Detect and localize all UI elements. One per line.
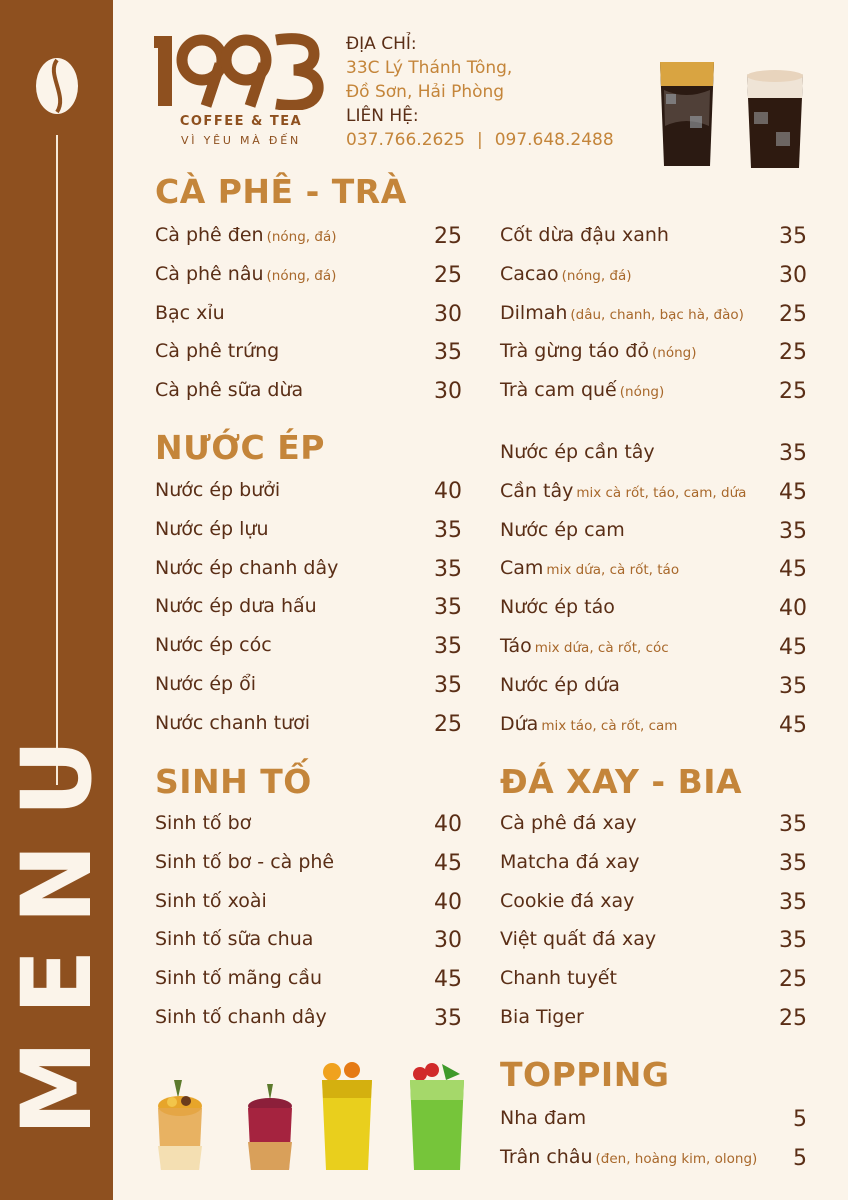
green-mojito-image [398,1060,474,1174]
menu-item [500,334,807,373]
menu-item-name [500,596,615,618]
menu-item-note: mix cà rốt, táo, cam, dứa [576,484,747,501]
menu-item-label: Sinh tố xoài [155,889,267,912]
menu-item [155,373,462,412]
menu-item [500,296,807,335]
menu-item [500,551,807,590]
menu-item-price: 25 [434,262,462,288]
menu-item [155,628,462,667]
menu-item-label: Trân châu [500,1145,593,1168]
coffee-tea-list-right [500,218,807,412]
menu-item-price: 35 [779,673,807,699]
menu-item-label: Sinh tố sữa chua [155,928,314,951]
menu-item-name [500,1107,586,1129]
juice-list-right [500,435,807,745]
menu-item [155,922,462,961]
menu-item-label: Sinh tố bơ [155,812,252,834]
menu-item-label: Táo [500,634,532,657]
yellow-juice-image [310,1062,382,1174]
menu-title-letter: M [1,1040,113,1136]
address-label: ĐỊA CHỈ: [346,34,417,54]
menu-item-price: 5 [793,1107,807,1132]
menu-item [155,589,462,628]
menu-item [155,1000,462,1039]
menu-item [500,922,807,961]
menu-item-note: mix dứa, cà rốt, táo [546,562,680,579]
menu-item-label: Nước ép bưởi [155,479,281,501]
ice-blended-list [500,806,807,1039]
menu-item [500,257,807,296]
menu-item [155,257,462,296]
menu-item [155,806,462,845]
menu-item-name [155,263,336,285]
menu-title-letter: U [1,739,113,817]
menu-item-name [155,851,334,873]
menu-item-note: mix dứa, cà rốt, cóc [534,639,669,656]
menu-item-name [155,518,269,540]
contact-phones [346,128,646,152]
menu-item-name [155,224,336,246]
menu-item-price: 35 [434,672,462,698]
menu-item-label: Cam [500,557,544,580]
menu-item-name [155,302,225,324]
menu-item-price: 40 [434,889,462,915]
menu-item-name [500,812,637,834]
menu-item-name [155,379,303,401]
phone-separator: | [476,130,483,150]
menu-item-name [500,224,669,246]
menu-item [500,629,807,668]
menu-item-price: 25 [779,967,807,993]
menu-item-note: mix táo, cà rốt, cam [541,717,678,734]
section-title-ice-blended: ĐÁ XAY - BIA [500,762,743,801]
menu-item-label: Nước ép lựu [155,517,269,540]
menu-item [500,513,807,552]
menu-item-label: Cookie đá xay [500,889,635,912]
menu-item-label: Dilmah [500,301,568,324]
menu-item-label: Dứa [500,712,539,735]
section-title-smoothie: SINH TỐ [155,762,312,801]
menu-item [500,1101,807,1140]
iced-coffee-glass-image [656,56,718,170]
menu-item-label: Nước chanh tươi [155,711,311,734]
menu-item-price: 25 [434,711,462,737]
menu-item [155,296,462,335]
menu-item-name [500,302,744,324]
menu-item [500,218,807,257]
menu-item-price: 25 [779,301,807,327]
menu-item-price: 25 [779,379,807,405]
menu-item-name [155,1006,327,1028]
phone-2: 097.648.2488 [494,130,614,150]
menu-item-name [500,263,632,285]
menu-item-label: Cà phê đen [155,224,264,246]
shop-info [346,32,646,152]
menu-item-name [155,557,338,579]
menu-item-name [155,340,279,362]
menu-title-letter: E [1,949,113,1015]
contact-label: LIÊN HỆ: [346,106,419,126]
menu-item-price: 45 [779,557,807,583]
menu-item-price: 45 [779,479,807,505]
menu-item [500,707,807,746]
topping-list [500,1101,807,1179]
sidebar-divider-line [56,135,58,785]
menu-item [500,961,807,1000]
section-title-juice: NƯỚC ÉP [155,428,325,467]
section-title-topping: TOPPING [500,1055,670,1094]
menu-item-name [500,557,679,579]
menu-item [155,512,462,551]
menu-item-label: Nước ép dứa [500,673,620,696]
menu-item-name [155,634,272,656]
address-line-2: Đồ Sơn, Hải Phòng [346,82,505,102]
menu-item-name [155,712,310,734]
address-line-1: 33C Lý Thánh Tông, [346,58,513,78]
menu-item-label: Cà phê sữa dừa [155,379,304,402]
menu-item-name [500,890,634,912]
menu-item-note: (nóng) [619,384,665,401]
menu-item [155,845,462,884]
menu-item [155,218,462,257]
menu-item-name [500,851,640,873]
menu-item-label: Cacao [500,262,559,285]
menu-item-price: 45 [779,712,807,738]
menu-item-name [155,479,280,501]
menu-item-name [155,928,313,950]
sidebar-band [0,0,113,1200]
menu-item-note: (nóng, đá) [266,229,337,245]
menu-item-price: 35 [779,850,807,876]
menu-item [500,668,807,707]
menu-item-label: Cà phê trứng [155,340,280,363]
menu-item [155,667,462,706]
menu-item-name [500,519,625,541]
menu-item-price: 45 [779,634,807,660]
menu-item-name [500,928,656,950]
menu-item-label: Sinh tố chanh dây [155,1005,327,1028]
menu-item [500,474,807,513]
menu-item [500,590,807,629]
smoothie-list [155,806,462,1039]
menu-item-price: 35 [434,595,462,621]
menu-item [155,961,462,1000]
menu-item-label: Nước ép dưa hấu [155,595,317,618]
menu-item-label: Nước ép cóc [155,634,272,657]
berry-drink-image [243,1082,297,1174]
menu-item-label: Chanh tuyết [500,967,617,990]
phone-1: 037.766.2625 [346,130,465,150]
menu-item-price: 5 [793,1145,807,1171]
menu-title-letter: N [1,843,113,925]
logo-slogan: VÌ YÊU MÀ ĐẾN [180,134,302,147]
menu-item-price: 35 [434,340,462,366]
menu-item-label: Cà phê nâu [155,262,264,285]
menu-item-price: 30 [434,301,462,327]
menu-item-price: 40 [779,596,807,622]
menu-item-label: Matcha đá xay [500,850,640,873]
menu-item-price: 35 [434,517,462,543]
menu-item-label: Nước ép chanh dây [155,556,339,579]
menu-item-price: 25 [779,340,807,366]
menu-item-label: Nước ép ổi [155,672,257,695]
menu-item-label: Nha đam [500,1107,587,1129]
menu-item-price: 35 [779,441,807,466]
menu-item-name [500,635,669,657]
menu-item-price: 35 [434,556,462,582]
menu-item-name [500,379,664,401]
coffee-bean-icon [34,56,80,116]
menu-item-price: 25 [779,1005,807,1031]
menu-item-name [500,340,696,362]
menu-item-label: Sinh tố mãng cầu [155,967,323,990]
menu-item [500,1140,807,1179]
logo-1993-wordmark [154,30,324,110]
menu-item-note: (nóng) [652,345,697,362]
menu-item-label: Cần tây [500,479,574,502]
section-title-coffee-tea: CÀ PHÊ - TRÀ [155,172,407,211]
menu-item-label: Bia Tiger [500,1005,584,1028]
menu-item-name [155,673,256,695]
menu-item-price: 35 [434,634,462,660]
logo-subtitle: COFFEE & TEA [179,114,303,129]
menu-item-name [500,674,620,696]
menu-item [155,884,462,923]
menu-item-label: Nước ép cần tây [500,441,655,463]
menu-item-note: (dâu, chanh, bạc hà, đào) [570,306,744,323]
menu-item [155,473,462,512]
menu-item-price: 30 [434,928,462,954]
menu-item-name [500,1146,757,1168]
menu-item-price: 40 [434,479,462,504]
menu-item-name [500,713,677,735]
menu-item-label: Cốt dừa đậu xanh [500,224,669,246]
menu-item [155,706,462,745]
coffee-tea-list-left [155,218,462,412]
brand-logo [150,30,330,155]
menu-item-label: Trà gừng táo đỏ [500,340,649,363]
menu-item-price: 30 [779,262,807,288]
menu-item-name [500,480,746,502]
menu-item-price: 35 [779,928,807,954]
menu-item-price: 45 [434,967,462,993]
menu-item-price: 25 [434,224,462,249]
menu-item [500,1000,807,1039]
menu-item-price: 35 [434,1005,462,1031]
menu-item [500,845,807,884]
menu-item-price: 40 [434,812,462,837]
menu-item-name [155,890,267,912]
menu-item-name [155,967,322,989]
menu-item [500,435,807,474]
menu-item-name [155,595,317,617]
menu-item-label: Trà cam quế [500,379,617,402]
menu-item-price: 35 [779,518,807,544]
menu-item [155,334,462,373]
menu-item-name [500,967,617,989]
menu-item-label: Sinh tố bơ - cà phê [155,850,335,873]
menu-item-label: Nước ép táo [500,596,615,619]
menu-item-label: Nước ép cam [500,518,625,541]
iced-latte-glass-image [744,68,806,172]
menu-item-note: (nóng, đá) [266,267,337,284]
menu-item-note: (nóng, đá) [561,267,632,284]
menu-item-label: Cà phê đá xay [500,812,637,834]
menu-item [500,373,807,412]
menu-item [155,551,462,590]
dessert-cup-image [152,1076,208,1174]
menu-item-name [155,812,251,834]
menu-item-label: Bạc xỉu [155,301,225,324]
menu-item-price: 30 [434,379,462,405]
menu-item-price: 35 [779,889,807,915]
menu-item-note: (đen, hoàng kim, olong) [595,1150,758,1167]
menu-item-name [500,441,655,463]
menu-item [500,884,807,923]
juice-list-left [155,473,462,745]
menu-item [500,806,807,845]
menu-item-price: 45 [434,850,462,876]
menu-item-label: Việt quất đá xay [500,928,657,951]
menu-item-price: 35 [779,812,807,837]
menu-item-name [500,1006,584,1028]
menu-item-price: 35 [779,224,807,249]
